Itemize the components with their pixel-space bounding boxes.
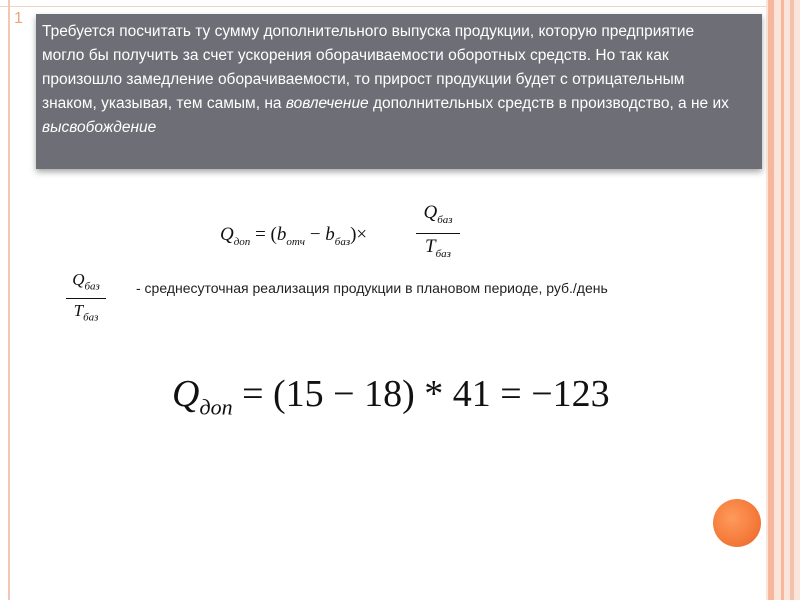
panel-paragraph [42,20,732,140]
formula-symbol: b [276,224,287,245]
formula-rhs: = (15 − 18) * 41 = −123 [232,373,610,415]
fraction-numerator [416,202,460,231]
left-border-line [8,0,10,600]
formula-operator: − [305,224,326,245]
formula-calculation [172,372,610,421]
formula-fraction [416,202,460,265]
formula-symbol: T [425,235,436,257]
top-border-line [0,6,800,7]
formula-symbol: Q [423,202,438,223]
formula-subscript: доп [199,394,233,420]
fraction-denominator [416,236,460,265]
formula-operator: = ( [250,224,277,245]
formula-subscript: доп [233,235,251,248]
text-panel [36,14,762,169]
fraction-bar [416,233,460,234]
formula-main-expression [220,224,367,248]
formula-operator: )× [350,224,368,245]
formula-subscript: отч [286,235,306,248]
definition-fraction [66,270,106,328]
formula-symbol: b [325,224,335,245]
right-decorative-bar [790,0,794,600]
panel-italic-term: вовлечение [285,95,369,112]
formula-symbol: Q [172,373,200,415]
right-decorative-bar [768,0,774,600]
panel-text-part: дополнительных средств в производство, а не их [368,95,729,112]
formula-subscript: баз [84,280,100,293]
formula-symbol: Q [72,270,85,289]
panel-italic-term: высвобождение [42,119,157,136]
fraction-denominator [66,301,106,327]
right-decorative-bar [781,0,784,600]
fraction-numerator [66,270,106,296]
fraction-bar [66,298,106,299]
formula-subscript: баз [437,213,453,226]
panel-text-part: Требуется посчитать ту сумму дополнительного выпуска продукции, которую предприятие могло бы получить за счет ускорения оборачиваемости оборотных средств. Но так как произошло замедление оборачиваемости, то прирост продукции будет с отрицательным знаком, указывая, тем самым, на [42,23,695,112]
formula-symbol: T [73,301,84,321]
formula-subscript: баз [83,311,99,324]
formula-subscript: баз [334,235,351,248]
slide-corner-mark: 1 [14,10,23,27]
formula-symbol: Q [220,224,234,245]
formula-subscript: баз [435,247,451,260]
formula-additional-output [220,202,480,272]
definition-text: - среднесуточная реализация продукции в плановом периоде, руб./день [136,280,608,296]
decorative-orange-circle [713,499,761,547]
